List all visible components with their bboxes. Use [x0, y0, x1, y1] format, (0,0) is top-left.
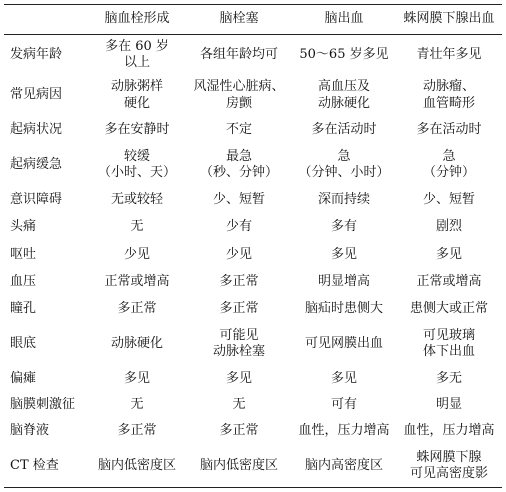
- table-row: [4, 117, 502, 144]
- table-cell: 较缓 （小时、天）: [97, 148, 176, 181]
- table-cell: 多见: [435, 246, 462, 262]
- row-label: 常见病因: [10, 87, 63, 103]
- row-label: 发病年龄: [10, 46, 63, 62]
- table-cell: 多正常: [117, 423, 157, 439]
- table-row: [4, 365, 502, 392]
- table-cell: 蛛网膜下腺 可见高密度影: [396, 445, 502, 487]
- table-cell: 脑内高密度区: [292, 445, 396, 487]
- table-row: [4, 214, 502, 241]
- table-row: [4, 186, 502, 213]
- row-label: 起病缓急: [10, 156, 63, 172]
- table-cell: 不定: [225, 122, 252, 138]
- table-cell: 多正常: [219, 423, 259, 439]
- table-cell: 无: [232, 397, 246, 413]
- table-cell: 可能见 动脉栓塞: [212, 327, 265, 360]
- table-cell: 急 （分钟）: [422, 148, 475, 181]
- table-row: [4, 241, 502, 268]
- row-label: 脑膜刺激征: [10, 397, 76, 413]
- table-row: [4, 418, 502, 445]
- table-cell: 少、短暂: [422, 191, 475, 207]
- row-label: 意识障碍: [10, 191, 63, 207]
- table-cell: 多在 60 岁 以上: [105, 38, 169, 70]
- table-row: [4, 323, 502, 365]
- table-cell: 多正常: [219, 273, 259, 289]
- table-cell: 正常或增高: [416, 273, 482, 289]
- table-cell: 多正常: [117, 301, 157, 317]
- table-cell: 剧烈: [435, 219, 462, 235]
- table-row: [4, 35, 502, 75]
- table-cell: 正常或增高: [104, 273, 170, 289]
- table-cell: 多在安静时: [104, 122, 170, 138]
- table-cell: 脑内低密度区: [186, 445, 292, 487]
- table-row: [4, 296, 502, 323]
- table-cell: 可有: [330, 397, 357, 413]
- row-label: 起病状况: [10, 122, 63, 138]
- table-row: [4, 393, 502, 418]
- table-cell: 多在活动时: [311, 122, 377, 138]
- table-cell: 急 （分钟、小时）: [298, 148, 390, 181]
- table-cell: 多见: [123, 370, 150, 386]
- header-row: [4, 5, 502, 35]
- table-cell: 最急 （秒、分钟）: [199, 148, 278, 181]
- table-cell: 动脉硬化: [110, 336, 163, 352]
- table-cell: 多无: [435, 370, 462, 386]
- table-cell: 多见: [225, 370, 252, 386]
- row-label: 头痛: [10, 219, 37, 235]
- header-hemorrhage: 脑出血: [292, 5, 396, 35]
- table-cell: 风湿性心脏病、 房颤: [193, 79, 285, 111]
- table-row: [4, 445, 502, 487]
- table-cell: 明显增高: [317, 273, 370, 289]
- table-cell: 明显: [435, 397, 462, 413]
- header-subarachnoid: 蛛网膜下腺出血: [396, 5, 502, 35]
- row-label: 偏瘫: [10, 370, 37, 386]
- row-label: 呕吐: [10, 246, 37, 262]
- table-cell: 各组年龄均可: [199, 46, 278, 62]
- header-embolism: 脑栓塞: [186, 5, 292, 35]
- header-corner: [4, 5, 88, 35]
- table-cell: 多见: [330, 370, 357, 386]
- table-cell: 可见玻璃 体下出血: [422, 327, 475, 360]
- table-cell: 多正常: [219, 301, 259, 317]
- table-cell: 无: [130, 219, 144, 235]
- table-cell: 多见: [330, 246, 357, 262]
- table-body: [4, 35, 502, 488]
- table-cell: 少见: [225, 246, 252, 262]
- table-cell: 多有: [330, 219, 357, 235]
- row-label: 眼底: [10, 336, 37, 352]
- table-cell: 青壮年多见: [416, 46, 482, 62]
- table-cell: 患侧大或正常: [409, 301, 488, 317]
- table-cell: 少、短暂: [212, 191, 265, 207]
- table-cell: 血性，压力增高: [403, 423, 495, 439]
- comparison-table: [4, 4, 502, 488]
- table-row: [4, 268, 502, 295]
- header-thrombosis: 脑血栓形成: [88, 5, 186, 35]
- table-cell: 无: [130, 397, 144, 413]
- row-label: 脑脊液: [10, 423, 50, 439]
- table-cell: 无或较轻: [110, 191, 163, 207]
- table-cell: 脑疝时患侧大: [304, 301, 383, 317]
- table-cell: 多在活动时: [416, 122, 482, 138]
- table-cell: 脑内低密度区: [88, 445, 186, 487]
- row-label: 血压: [10, 273, 37, 289]
- table-cell: 动脉瘤、 血管畸形: [422, 79, 475, 111]
- row-label: CT 检查: [4, 445, 88, 487]
- table-cell: 少见: [123, 246, 150, 262]
- table-row: [4, 75, 502, 117]
- table-cell: 50～65 岁多见: [299, 46, 389, 62]
- row-label: 瞳孔: [10, 301, 37, 317]
- table-cell: 动脉粥样 硬化: [110, 79, 163, 111]
- table-row: [4, 144, 502, 186]
- table-cell: 可见网膜出血: [304, 336, 383, 352]
- table-cell: 高血压及 动脉硬化: [317, 79, 370, 111]
- table-cell: 少有: [225, 219, 252, 235]
- table-cell: 深而持续: [317, 191, 370, 207]
- table-cell: 血性，压力增高: [298, 423, 390, 439]
